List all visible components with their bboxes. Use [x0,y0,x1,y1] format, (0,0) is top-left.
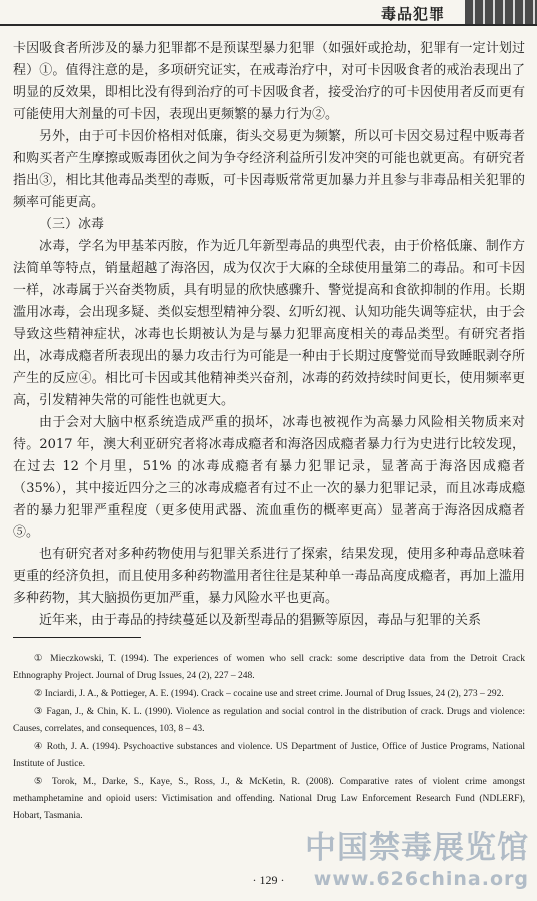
footnote: ③ Fagan, J., & Chin, K. L. (1990). Violence as regulation and social control in the distribution of crack. Drugs and violence: Causes, correlates, and consequences, 103, 8 – 43. [13,707,525,734]
footnote: ② Inciardi, J. A., & Pottieger, A. E. (1994). Crack – cocaine use and street crime. Journal of Drug Issues, 24 (2), 273 – 292. [33,689,504,699]
page-number: · 129 · [252,873,285,887]
footnote: ④ Roth, J. A. (1994). Psychoactive substances and violence. US Department of Justice, Office of Justice Programs, National Institute of Justice. [13,742,525,769]
section-heading: （三）冰毒 [39,217,105,232]
body-text [13,38,525,632]
paragraph: 另外，由于可卡因价格相对低廉，街头交易更为频繁，所以可卡因交易过程中贩毒者和购买者产生摩擦或贩毒团伙之间为争夺经济利益所引发冲突的可能也就更高。有研究者指出③，相比其他毒品类型的毒贩，可卡因毒贩常常更加暴力并且参与非毒品相关犯罪的频率可能更高。 [13,129,525,210]
paragraph: 由于会对大脑中枢系统造成严重的损坏，冰毒也被视作为高暴力风险相关物质来对待。2017 年，澳大利亚研究者将冰毒成瘾者和海洛因成瘾者暴力行为史进行比较发现，在过去 12 个月里，51% 的冰毒成瘾者有暴力犯罪记录，显著高于海洛因成瘾者（35%），其中接近四分之三的冰毒成瘾者有过不止一次的暴力犯罪记录，而且冰毒成瘾者的暴力犯罪严重程度（更多使用武器、流血重伤的概率更高）显著高于海洛因成瘾者⑤。 [13,415,525,540]
running-head-title: 毒品犯罪 [380,5,445,23]
paragraph: 近年来，由于毒品的持续蔓延以及新型毒品的猖獗等原因，毒品与犯罪的关系 [39,613,482,628]
paragraph: 也有研究者对多种药物使用与犯罪关系进行了探索，结果发现，使用多种毒品意味着更重的经济负担，而且使用多种药物滥用者往往是某种单一毒品高度成瘾者，再加上滥用多种药物，其大脑损伤更加严重，暴力风险水平也更高。 [13,547,525,606]
footnote-separator [13,637,141,638]
watermark-url: www.626china.org [313,868,529,890]
page-header [0,0,537,28]
footnote: ① Mieczkowski, T. (1994). The experiences of women who sell crack: some descriptive data from the Detroit Crack Ethnography Project. Journal of Drug Issues, 24 (2), 227 – 248. [13,654,525,681]
header-decoration-block [465,0,537,24]
footnote: ⑤ Torok, M., Darke, S., Kaye, S., Ross, J., & McKetin, R. (2008). Comparative rates of violent crime amongst methamphetamine and opioid users: Victimisation and offending. National Drug Law Enforcement Research Fund (NDLERF), Hobart, Tasmania. [13,777,525,821]
paragraph: 冰毒，学名为甲基苯丙胺，作为近几年新型毒品的典型代表，由于价格低廉、制作方法简单等特点，销量超越了海洛因，成为仅次于大麻的全球使用量第二的毒品。和可卡因一样，冰毒属于兴奋类物质，具有明显的欣快感骤升、警觉提高和食欲抑制的作用。长期滥用冰毒，会出现多疑、类似妄想型精神分裂、幻听幻视、认知功能失调等症状，由于会导致这些精神症状，冰毒也长期被认为是与暴力犯罪高度相关的毒品类型。有研究者指出，冰毒成瘾者所表现出的暴力攻击行为可能是一种由于长期过度警觉而导致睡眠剥夺所产生的反应④。相比可卡因或其他精神类兴奋剂，冰毒的药效持续时间更长，使用频率更高，引发精神失常的可能性也就更大。 [13,239,525,408]
paragraph-continued: 卡因吸食者所涉及的暴力犯罪都不是预谋型暴力犯罪（如强奸或抢劫，犯罪有一定计划过程）①。值得注意的是，多项研究证实，在戒毒治疗中，对可卡因吸食者的戒治表现出了明显的反效果，即相比没有得到治疗的可卡因吸食者，接受治疗的可卡因使用者反而更有可能使用大剂量的可卡因，表现出更频繁的暴力行为②。 [13,41,525,122]
footnotes [13,651,525,826]
watermark-name: 中国禁毒展览馆 [305,830,529,866]
header-rule [0,24,537,26]
